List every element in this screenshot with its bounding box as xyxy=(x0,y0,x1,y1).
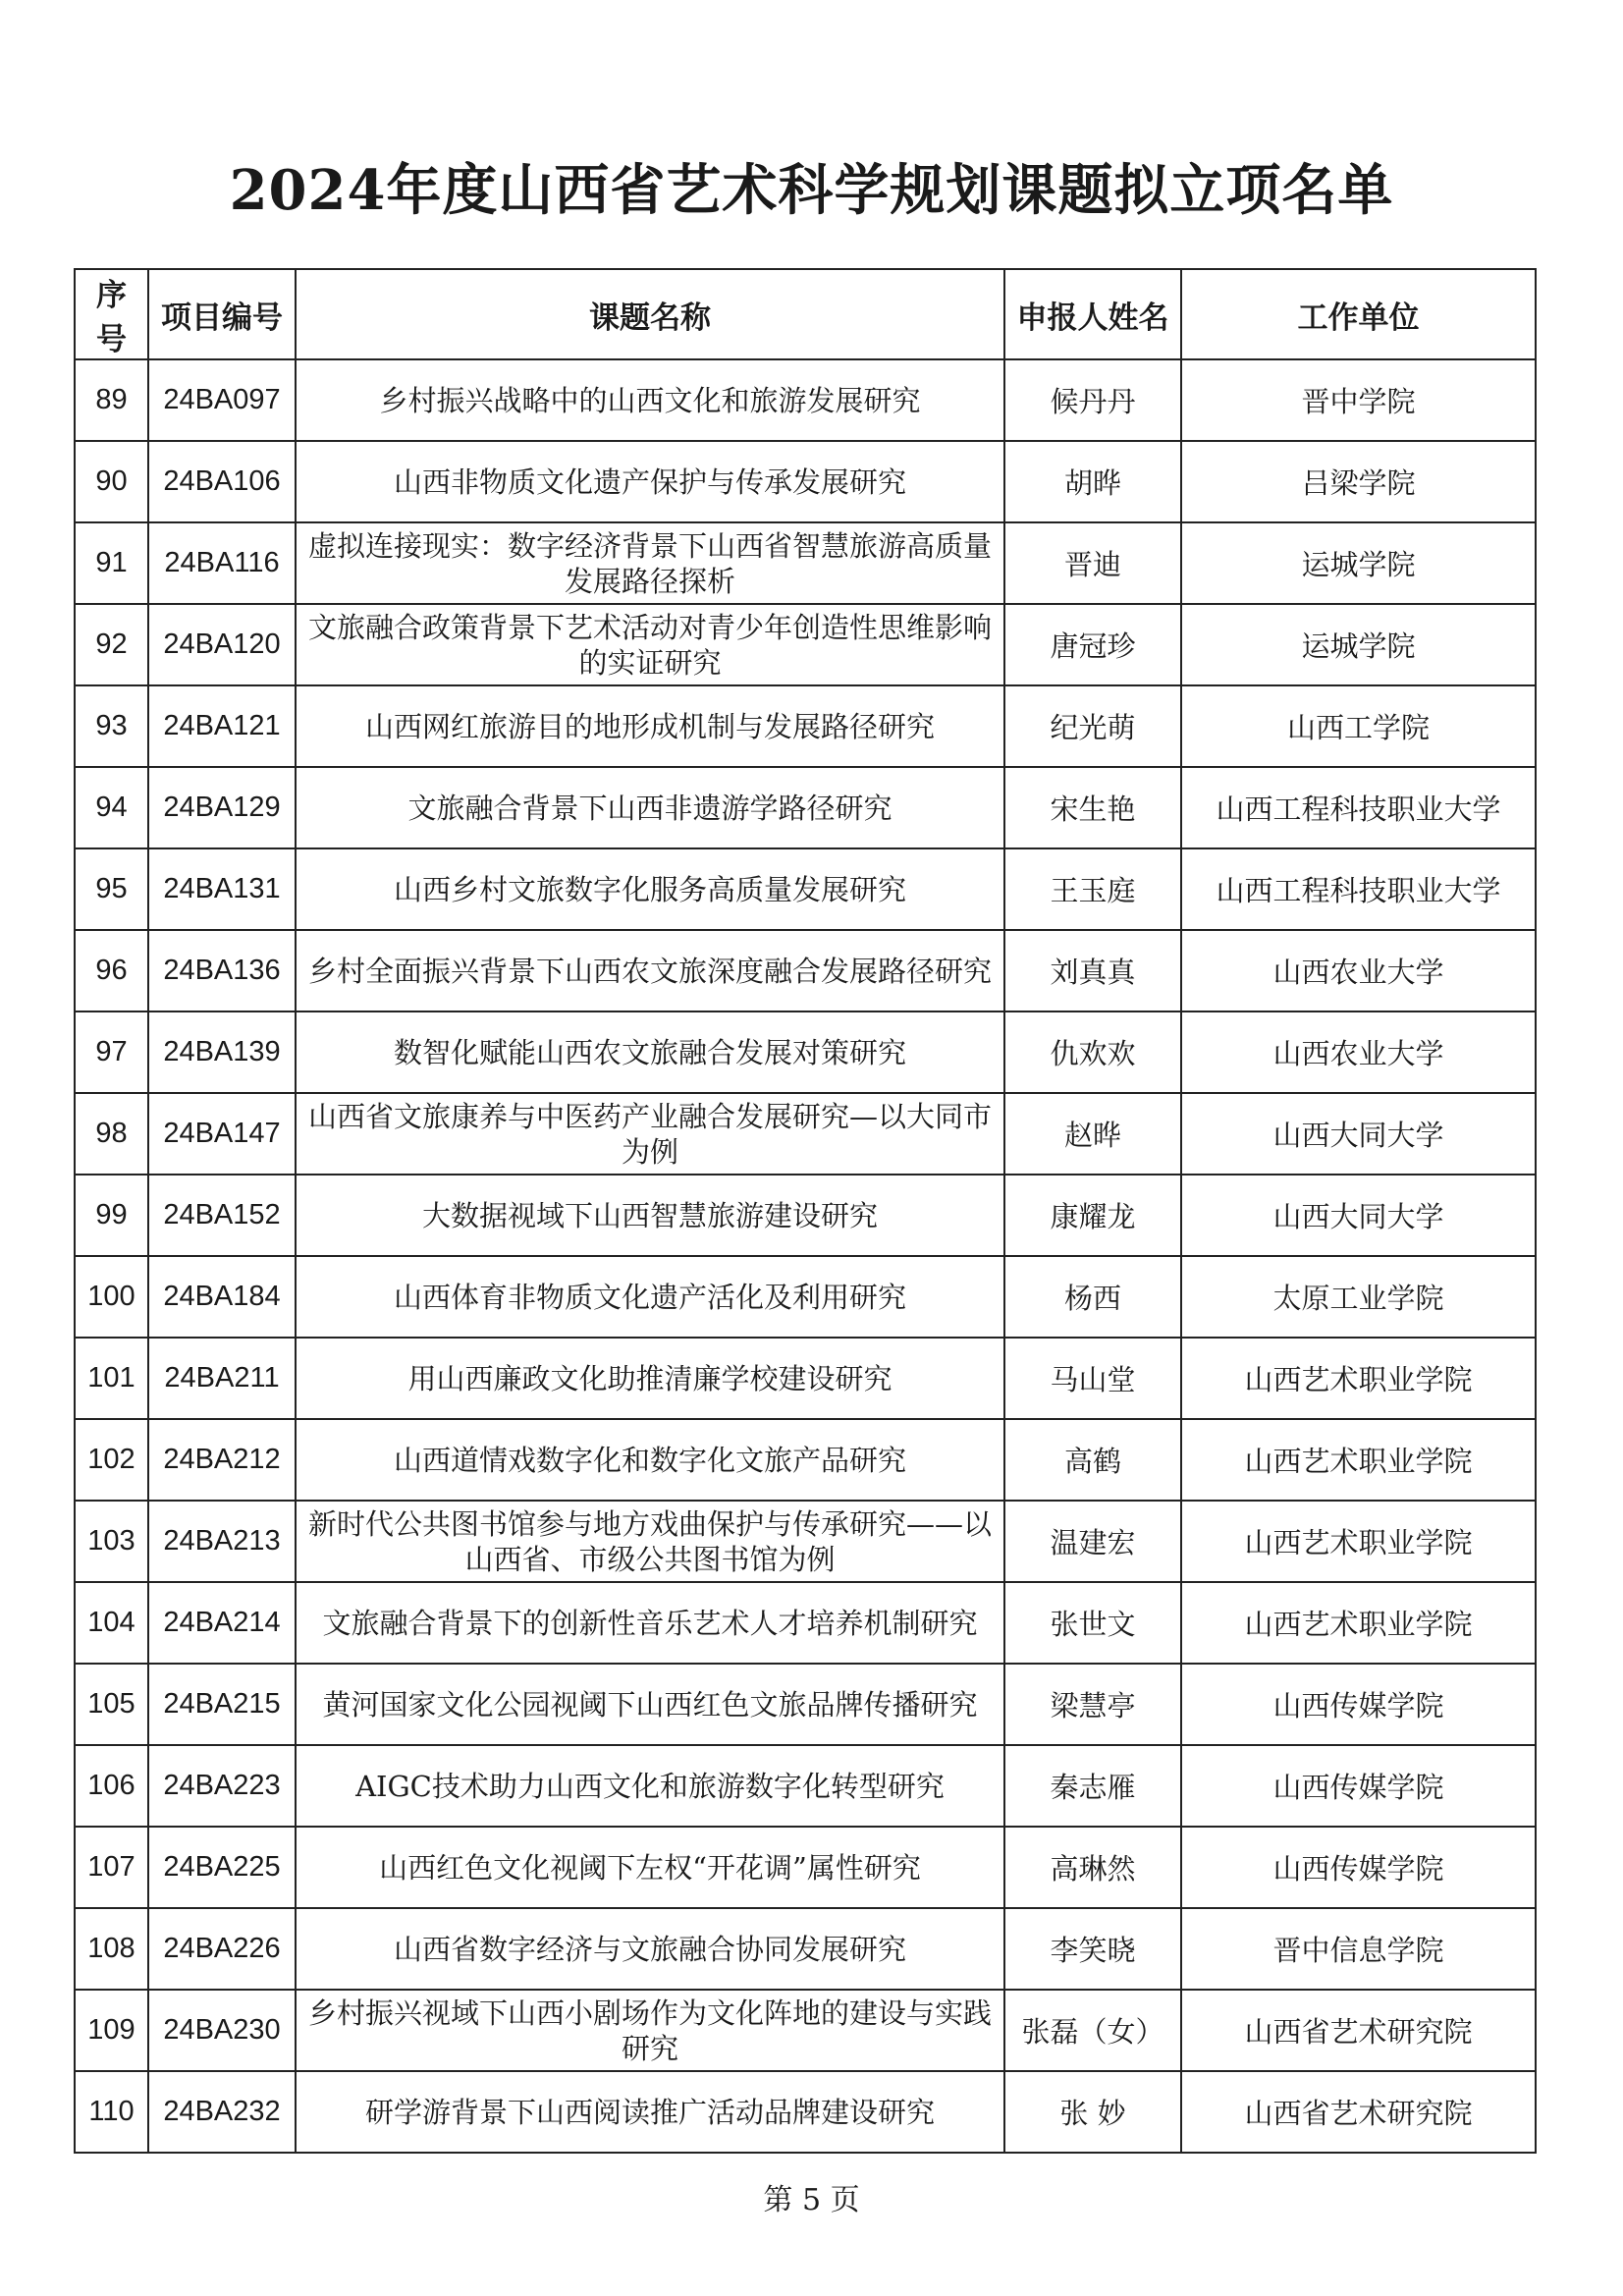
cell-project-code: 24BA147 xyxy=(148,1093,296,1175)
cell-no: 109 xyxy=(75,1990,148,2071)
cell-project-code: 24BA225 xyxy=(148,1827,296,1908)
table-row xyxy=(75,930,1536,1011)
table-row xyxy=(75,1175,1536,1256)
cell-no: 103 xyxy=(75,1501,148,1582)
table-row xyxy=(75,1582,1536,1664)
cell-topic: 乡村振兴战略中的山西文化和旅游发展研究 xyxy=(296,359,1004,441)
cell-applicant: 唐冠珍 xyxy=(1004,604,1181,685)
table-row xyxy=(75,685,1536,767)
cell-applicant: 秦志雁 xyxy=(1004,1745,1181,1827)
cell-unit: 山西农业大学 xyxy=(1181,930,1536,1011)
cell-no: 93 xyxy=(75,685,148,767)
cell-no: 106 xyxy=(75,1745,148,1827)
cell-applicant: 张磊（女） xyxy=(1004,1990,1181,2071)
cell-topic: 黄河国家文化公园视阈下山西红色文旅品牌传播研究 xyxy=(296,1664,1004,1745)
cell-unit: 山西艺术职业学院 xyxy=(1181,1582,1536,1664)
table-row xyxy=(75,1664,1536,1745)
cell-project-code: 24BA184 xyxy=(148,1256,296,1338)
cell-unit: 山西工学院 xyxy=(1181,685,1536,767)
cell-project-code: 24BA131 xyxy=(148,848,296,930)
table-row xyxy=(75,1093,1536,1175)
header-unit: 工作单位 xyxy=(1181,269,1536,359)
cell-project-code: 24BA121 xyxy=(148,685,296,767)
cell-unit: 吕梁学院 xyxy=(1181,441,1536,522)
cell-project-code: 24BA230 xyxy=(148,1990,296,2071)
table-row xyxy=(75,441,1536,522)
cell-applicant: 赵晔 xyxy=(1004,1093,1181,1175)
table-row xyxy=(75,1501,1536,1582)
cell-topic: 文旅融合政策背景下艺术活动对青少年创造性思维影响的实证研究 xyxy=(296,604,1004,685)
cell-applicant: 王玉庭 xyxy=(1004,848,1181,930)
cell-applicant: 梁慧亭 xyxy=(1004,1664,1181,1745)
cell-applicant: 马山堂 xyxy=(1004,1338,1181,1419)
cell-unit: 运城学院 xyxy=(1181,522,1536,604)
cell-applicant: 李笑晓 xyxy=(1004,1908,1181,1990)
cell-applicant: 高鹤 xyxy=(1004,1419,1181,1501)
cell-unit: 山西省艺术研究院 xyxy=(1181,2071,1536,2153)
cell-unit: 山西艺术职业学院 xyxy=(1181,1501,1536,1582)
cell-project-code: 24BA106 xyxy=(148,441,296,522)
cell-topic: 山西体育非物质文化遗产活化及利用研究 xyxy=(296,1256,1004,1338)
cell-topic: 乡村全面振兴背景下山西农文旅深度融合发展路径研究 xyxy=(296,930,1004,1011)
cell-no: 100 xyxy=(75,1256,148,1338)
cell-topic: 山西省数字经济与文旅融合协同发展研究 xyxy=(296,1908,1004,1990)
table-body xyxy=(75,359,1536,2153)
table-row xyxy=(75,359,1536,441)
cell-project-code: 24BA120 xyxy=(148,604,296,685)
header-topic: 课题名称 xyxy=(296,269,1004,359)
table-row xyxy=(75,1256,1536,1338)
cell-project-code: 24BA214 xyxy=(148,1582,296,1664)
cell-topic: 虚拟连接现实：数字经济背景下山西省智慧旅游高质量发展路径探析 xyxy=(296,522,1004,604)
table-row xyxy=(75,767,1536,848)
cell-topic: 山西省文旅康养与中医药产业融合发展研究—以大同市为例 xyxy=(296,1093,1004,1175)
cell-applicant: 纪光萌 xyxy=(1004,685,1181,767)
cell-applicant: 温建宏 xyxy=(1004,1501,1181,1582)
cell-no: 98 xyxy=(75,1093,148,1175)
cell-no: 102 xyxy=(75,1419,148,1501)
cell-topic: 文旅融合背景下的创新性音乐艺术人才培养机制研究 xyxy=(296,1582,1004,1664)
cell-project-code: 24BA136 xyxy=(148,930,296,1011)
cell-applicant: 宋生艳 xyxy=(1004,767,1181,848)
cell-applicant: 张世文 xyxy=(1004,1582,1181,1664)
cell-unit: 晋中信息学院 xyxy=(1181,1908,1536,1990)
cell-unit: 晋中学院 xyxy=(1181,359,1536,441)
cell-unit: 山西艺术职业学院 xyxy=(1181,1338,1536,1419)
cell-unit: 山西省艺术研究院 xyxy=(1181,1990,1536,2071)
cell-applicant: 康耀龙 xyxy=(1004,1175,1181,1256)
table-row xyxy=(75,604,1536,685)
cell-no: 108 xyxy=(75,1908,148,1990)
page-number: 第 5 页 xyxy=(763,2183,860,2217)
table-row xyxy=(75,1827,1536,1908)
cell-project-code: 24BA152 xyxy=(148,1175,296,1256)
cell-applicant: 候丹丹 xyxy=(1004,359,1181,441)
cell-topic: 大数据视域下山西智慧旅游建设研究 xyxy=(296,1175,1004,1256)
cell-applicant: 晋迪 xyxy=(1004,522,1181,604)
cell-unit: 山西传媒学院 xyxy=(1181,1664,1536,1745)
cell-applicant: 杨西 xyxy=(1004,1256,1181,1338)
cell-no: 110 xyxy=(75,2071,148,2153)
document-title: 2024年度山西省艺术科学规划课题拟立项名单 xyxy=(229,158,1394,223)
table-row xyxy=(75,1419,1536,1501)
table-row xyxy=(75,1908,1536,1990)
cell-no: 97 xyxy=(75,1011,148,1093)
cell-no: 99 xyxy=(75,1175,148,1256)
cell-unit: 山西艺术职业学院 xyxy=(1181,1419,1536,1501)
cell-project-code: 24BA232 xyxy=(148,2071,296,2153)
cell-applicant: 张 妙 xyxy=(1004,2071,1181,2153)
cell-no: 94 xyxy=(75,767,148,848)
cell-topic: 山西非物质文化遗产保护与传承发展研究 xyxy=(296,441,1004,522)
cell-project-code: 24BA097 xyxy=(148,359,296,441)
cell-no: 95 xyxy=(75,848,148,930)
cell-project-code: 24BA215 xyxy=(148,1664,296,1745)
table-row xyxy=(75,1011,1536,1093)
cell-no: 104 xyxy=(75,1582,148,1664)
header-no: 序号 xyxy=(75,269,148,359)
table-row xyxy=(75,1338,1536,1419)
cell-no: 91 xyxy=(75,522,148,604)
cell-topic: 新时代公共图书馆参与地方戏曲保护与传承研究——以山西省、市级公共图书馆为例 xyxy=(296,1501,1004,1582)
cell-project-code: 24BA226 xyxy=(148,1908,296,1990)
cell-applicant: 刘真真 xyxy=(1004,930,1181,1011)
cell-no: 107 xyxy=(75,1827,148,1908)
header-applicant: 申报人姓名 xyxy=(1004,269,1181,359)
table-row xyxy=(75,522,1536,604)
cell-topic: 山西网红旅游目的地形成机制与发展路径研究 xyxy=(296,685,1004,767)
cell-project-code: 24BA223 xyxy=(148,1745,296,1827)
table-row xyxy=(75,1745,1536,1827)
cell-project-code: 24BA116 xyxy=(148,522,296,604)
cell-unit: 山西传媒学院 xyxy=(1181,1827,1536,1908)
cell-unit: 山西农业大学 xyxy=(1181,1011,1536,1093)
table-row xyxy=(75,1990,1536,2071)
header-code: 项目编号 xyxy=(148,269,296,359)
cell-applicant: 胡晔 xyxy=(1004,441,1181,522)
cell-topic: 乡村振兴视域下山西小剧场作为文化阵地的建设与实践研究 xyxy=(296,1990,1004,2071)
cell-no: 90 xyxy=(75,441,148,522)
cell-project-code: 24BA139 xyxy=(148,1011,296,1093)
cell-unit: 山西大同大学 xyxy=(1181,1175,1536,1256)
cell-project-code: 24BA212 xyxy=(148,1419,296,1501)
table-row xyxy=(75,848,1536,930)
table-row xyxy=(75,2071,1536,2153)
cell-topic: 山西道情戏数字化和数字化文旅产品研究 xyxy=(296,1419,1004,1501)
project-list-table xyxy=(74,268,1537,2154)
cell-applicant: 高琳然 xyxy=(1004,1827,1181,1908)
cell-topic: 用山西廉政文化助推清廉学校建设研究 xyxy=(296,1338,1004,1419)
cell-unit: 山西工程科技职业大学 xyxy=(1181,767,1536,848)
cell-topic: 文旅融合背景下山西非遗游学路径研究 xyxy=(296,767,1004,848)
cell-no: 105 xyxy=(75,1664,148,1745)
cell-topic: AIGC技术助力山西文化和旅游数字化转型研究 xyxy=(296,1745,1004,1827)
cell-topic: 山西乡村文旅数字化服务高质量发展研究 xyxy=(296,848,1004,930)
cell-unit: 山西传媒学院 xyxy=(1181,1745,1536,1827)
cell-unit: 运城学院 xyxy=(1181,604,1536,685)
cell-applicant: 仇欢欢 xyxy=(1004,1011,1181,1093)
cell-project-code: 24BA211 xyxy=(148,1338,296,1419)
cell-unit: 山西工程科技职业大学 xyxy=(1181,848,1536,930)
cell-no: 89 xyxy=(75,359,148,441)
cell-no: 101 xyxy=(75,1338,148,1419)
cell-topic: 山西红色文化视阈下左权“开花调”属性研究 xyxy=(296,1827,1004,1908)
cell-topic: 数智化赋能山西农文旅融合发展对策研究 xyxy=(296,1011,1004,1093)
cell-unit: 山西大同大学 xyxy=(1181,1093,1536,1175)
cell-project-code: 24BA213 xyxy=(148,1501,296,1582)
cell-no: 92 xyxy=(75,604,148,685)
cell-topic: 研学游背景下山西阅读推广活动品牌建设研究 xyxy=(296,2071,1004,2153)
cell-unit: 太原工业学院 xyxy=(1181,1256,1536,1338)
cell-no: 96 xyxy=(75,930,148,1011)
table-header-row xyxy=(75,269,1536,359)
cell-project-code: 24BA129 xyxy=(148,767,296,848)
